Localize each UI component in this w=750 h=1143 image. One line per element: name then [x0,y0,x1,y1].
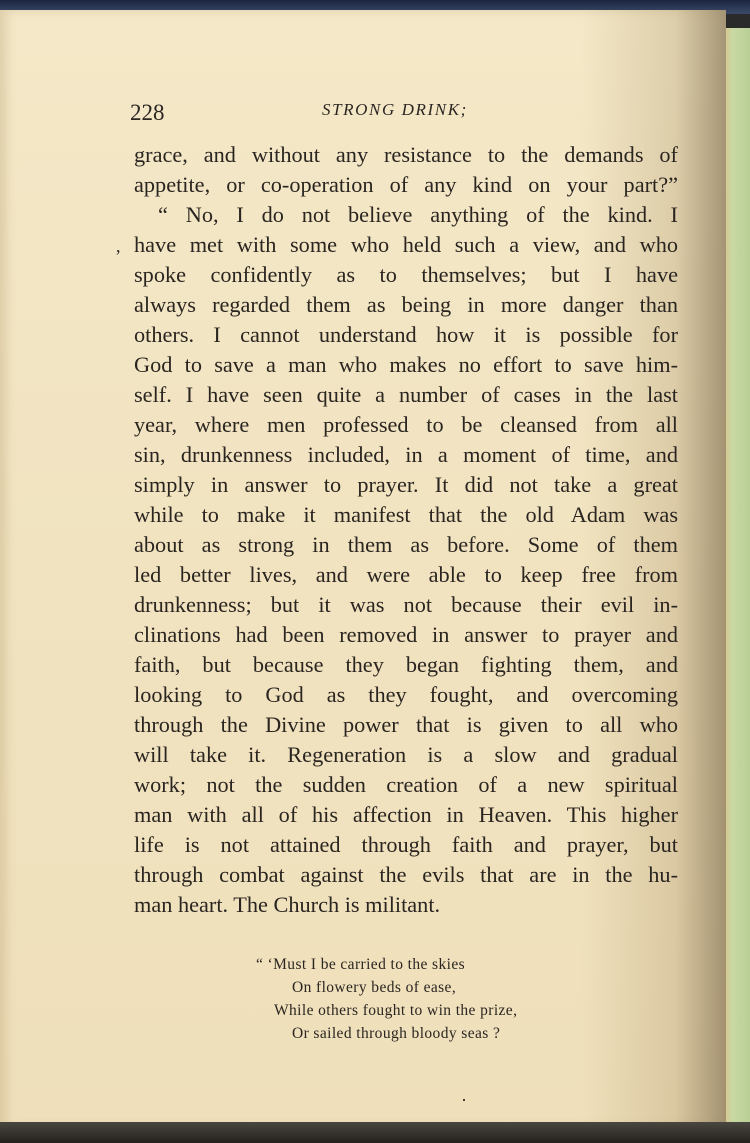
page-number: 228 [130,100,165,125]
text-line: drunkenness; but it was not because their evil in- [134,592,678,617]
text-line: through combat against the evils that are in the hu- [134,862,678,887]
text-line: always regarded them as being in more danger than [134,292,678,317]
text-line: man with all of his affection in Heaven. This higher [134,802,678,827]
text-line: sin, drunkenness included, in a moment of time, and [134,442,678,467]
text-line: through the Divine power that is given to all who [134,712,678,737]
text-line: God to save a man who makes no effort to save him- [134,352,678,377]
body-text [134,140,678,920]
text-line: faith, but because they began fighting them, and [134,652,678,677]
text-line: life is not attained through faith and prayer, but [134,832,678,857]
poem-quotation [256,953,586,1045]
text-line: work; not the sudden creation of a new spiritual [134,772,678,797]
text-line: simply in answer to prayer. It did not take a great [134,472,678,497]
poem-line: “ ‘Must I be carried to the skies [256,956,466,973]
text-line: man heart. The Church is militant. [134,892,441,917]
text-line: appetite, or co-operation of any kind on your part?” [134,172,678,197]
book-page [0,10,726,1128]
running-title: STRONG DRINK; [322,100,468,119]
text-line: spoke confidently as to themselves; but I have [134,262,678,287]
text-line: will take it. Regeneration is a slow and gradual [134,742,678,767]
text-line: while to make it manifest that the old Adam was [134,502,678,527]
text-line: looking to God as they fought, and overcoming [134,682,678,707]
scan-border-bottom [0,1122,750,1143]
text-line: year, where men professed to be cleansed from all [134,412,678,437]
text-line: about as strong in them as before. Some of them [134,532,678,557]
running-head [130,100,690,130]
text-line: clinations had been removed in answer to prayer and [134,622,678,647]
text-line: self. I have seen quite a number of cases in the last [134,382,678,407]
poem-line: On flowery beds of ease, [292,979,457,996]
margin-mark: , [116,236,121,256]
text-line: “ No, I do not believe anything of the kind. I [158,202,678,227]
text-line: have met with some who held such a view, and who [134,232,678,257]
text-line: grace, and without any resistance to the demands of [134,142,678,167]
poem-line: Or sailed through bloody seas ? [292,1025,501,1042]
text-line: others. I cannot understand how it is possible for [134,322,678,347]
ink-dot: · [461,1090,467,1110]
poem-line: While others fought to win the prize, [274,1002,518,1019]
text-line: led better lives, and were able to keep free from [134,562,678,587]
